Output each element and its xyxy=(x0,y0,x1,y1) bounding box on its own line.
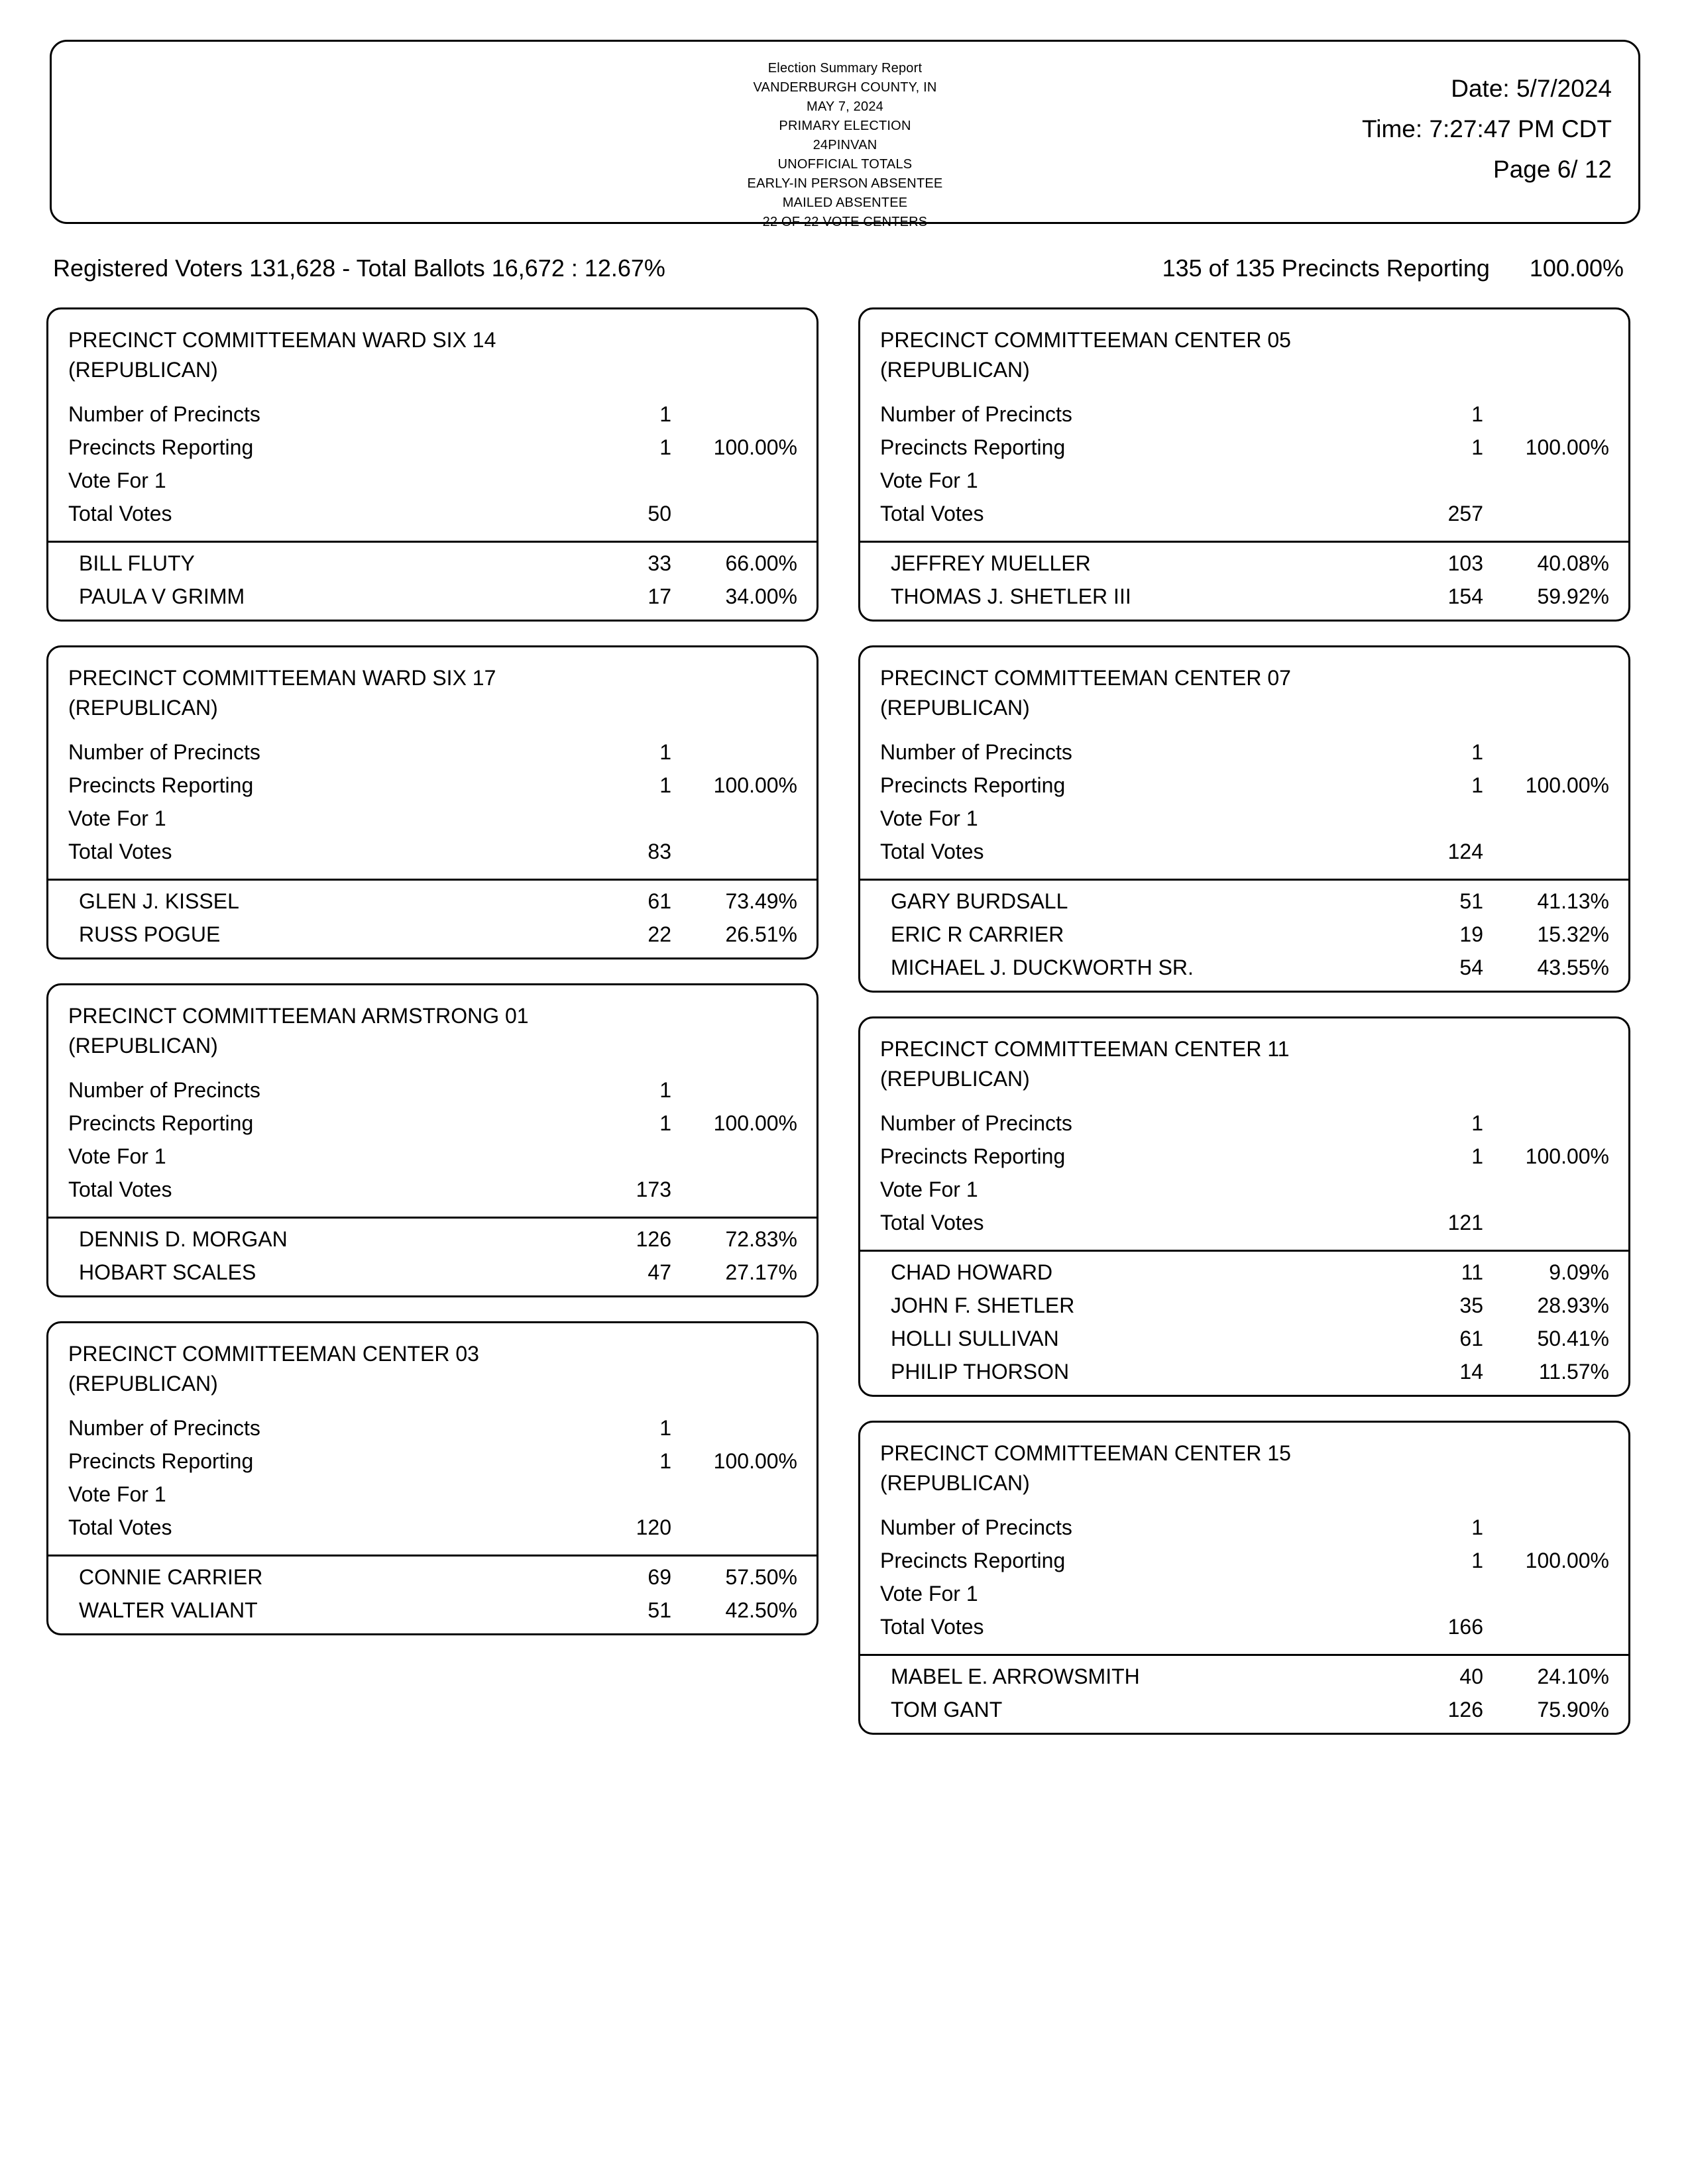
precincts-reporting-percent: 100.00% xyxy=(1525,773,1609,797)
contest-title: PRECINCT COMMITTEEMAN CENTER 03 xyxy=(68,1341,479,1366)
candidate-row xyxy=(48,580,817,613)
contest-column-left xyxy=(46,307,818,1659)
contest-title: PRECINCT COMMITTEEMAN CENTER 05 xyxy=(880,328,1291,352)
candidate-votes: 47 xyxy=(648,1260,671,1284)
precincts-reporting xyxy=(48,431,817,464)
candidate-votes: 126 xyxy=(636,1227,671,1251)
total-votes-value: 124 xyxy=(1447,839,1483,863)
candidate-name: CHAD HOWARD xyxy=(891,1260,1053,1284)
candidate-row xyxy=(48,547,817,580)
candidate-name: CONNIE CARRIER xyxy=(79,1564,263,1589)
vote-for-label: Vote For 1 xyxy=(880,468,978,492)
number-of-precincts-label: Number of Precincts xyxy=(68,1077,260,1102)
candidate-name: BILL FLUTY xyxy=(79,551,195,575)
number-of-precincts xyxy=(860,398,1628,431)
vote-for-label: Vote For 1 xyxy=(68,1482,166,1506)
candidate-votes: 17 xyxy=(648,584,671,608)
vote-for xyxy=(860,1173,1628,1206)
candidate-percent: 24.10% xyxy=(1537,1664,1609,1688)
candidate-votes: 69 xyxy=(648,1564,671,1589)
candidate-votes: 126 xyxy=(1447,1697,1483,1721)
candidate-row xyxy=(860,1660,1628,1693)
number-of-precincts-label: Number of Precincts xyxy=(880,1515,1072,1539)
candidate-percent: 40.08% xyxy=(1537,551,1609,575)
number-of-precincts-value: 1 xyxy=(659,739,671,764)
candidate-percent: 9.09% xyxy=(1549,1260,1609,1284)
contest-party: (REPUBLICAN) xyxy=(880,1067,1030,1091)
candidate-row xyxy=(48,885,817,918)
report-meta xyxy=(1362,68,1612,190)
total-votes xyxy=(48,835,817,868)
vote-for-label: Vote For 1 xyxy=(880,806,978,830)
candidate-name: PAULA V GRIMM xyxy=(79,584,245,608)
number-of-precincts-value: 1 xyxy=(1471,1515,1483,1539)
precincts-reporting-label: Precincts Reporting xyxy=(68,1448,254,1473)
contest-box xyxy=(858,1016,1630,1397)
candidate-percent: 34.00% xyxy=(725,584,797,608)
contest-box xyxy=(858,307,1630,622)
precincts-reporting-text: 135 of 135 Precincts Reporting xyxy=(1162,254,1490,282)
candidate-votes: 51 xyxy=(648,1598,671,1622)
contest-party: (REPUBLICAN) xyxy=(68,1034,218,1058)
report-page: Page 6/ 12 xyxy=(1493,156,1612,184)
candidate-row xyxy=(860,951,1628,984)
vote-for xyxy=(860,1577,1628,1610)
precincts-reporting-percent: 100.00% xyxy=(713,1448,797,1473)
precincts-reporting-percent: 100.00% xyxy=(713,773,797,797)
contest-divider xyxy=(48,1217,817,1219)
candidate-name: HOLLI SULLIVAN xyxy=(891,1326,1059,1350)
candidate-votes: 54 xyxy=(1459,955,1483,979)
candidate-row xyxy=(860,918,1628,951)
candidate-votes: 61 xyxy=(1459,1326,1483,1350)
candidate-percent: 66.00% xyxy=(725,551,797,575)
precincts-reporting-value: 1 xyxy=(659,435,671,459)
contest-party: (REPUBLICAN) xyxy=(880,1471,1030,1496)
precincts-reporting-value: 1 xyxy=(1471,1144,1483,1168)
candidate-votes: 40 xyxy=(1459,1664,1483,1688)
total-votes xyxy=(48,497,817,530)
precincts-reporting xyxy=(860,431,1628,464)
candidate-percent: 75.90% xyxy=(1537,1697,1609,1721)
precincts-reporting xyxy=(48,1445,817,1478)
contest-meta xyxy=(48,388,817,533)
total-votes xyxy=(860,1610,1628,1643)
number-of-precincts xyxy=(48,736,817,769)
precincts-reporting xyxy=(48,769,817,802)
precincts-reporting-label: Precincts Reporting xyxy=(880,1548,1066,1572)
number-of-precincts-label: Number of Precincts xyxy=(68,1415,260,1440)
precincts-reporting xyxy=(860,1140,1628,1173)
precincts-reporting-percent: 100.00% xyxy=(1525,1548,1609,1572)
candidate-percent: 50.41% xyxy=(1537,1326,1609,1350)
report-line: 22 OF 22 VOTE CENTERS xyxy=(762,215,928,229)
candidate-name: JEFFREY MUELLER xyxy=(891,551,1091,575)
total-votes-label: Total Votes xyxy=(68,839,172,863)
candidate-name: HOBART SCALES xyxy=(79,1260,256,1284)
total-votes-label: Total Votes xyxy=(68,501,172,525)
vote-for-label: Vote For 1 xyxy=(880,1581,978,1606)
vote-for-label: Vote For 1 xyxy=(68,1144,166,1168)
total-votes xyxy=(860,497,1628,530)
report-time: Time: 7:27:47 PM CDT xyxy=(1362,115,1612,143)
number-of-precincts xyxy=(48,398,817,431)
total-votes xyxy=(48,1173,817,1206)
candidate-votes: 154 xyxy=(1447,584,1483,608)
candidate-name: ERIC R CARRIER xyxy=(891,922,1064,946)
contest-party: (REPUBLICAN) xyxy=(68,696,218,720)
report-line: EARLY-IN PERSON ABSENTEE xyxy=(747,176,943,191)
candidate-votes: 33 xyxy=(648,551,671,575)
report-header xyxy=(50,40,1640,229)
contest-party: (REPUBLICAN) xyxy=(880,696,1030,720)
candidate-percent: 26.51% xyxy=(725,922,797,946)
precincts-reporting-label: Precincts Reporting xyxy=(880,773,1066,797)
report-line: VANDERBURGH COUNTY, IN xyxy=(753,80,937,95)
contest-divider xyxy=(48,879,817,881)
total-votes-value: 50 xyxy=(648,501,671,525)
candidate-name: PHILIP THORSON xyxy=(891,1359,1070,1384)
candidate-row xyxy=(48,1594,817,1627)
summary-line xyxy=(46,254,1644,282)
number-of-precincts-label: Number of Precincts xyxy=(68,739,260,764)
contest-meta xyxy=(860,1097,1628,1242)
candidate-name: RUSS POGUE xyxy=(79,922,221,946)
contest-columns xyxy=(46,307,1644,1759)
vote-for-label: Vote For 1 xyxy=(68,468,166,492)
candidate-row xyxy=(860,547,1628,580)
precincts-reporting-value: 1 xyxy=(1471,1548,1483,1572)
contest-party: (REPUBLICAN) xyxy=(880,358,1030,382)
total-votes-value: 83 xyxy=(648,839,671,863)
number-of-precincts-label: Number of Precincts xyxy=(880,739,1072,764)
number-of-precincts-value: 1 xyxy=(659,1077,671,1102)
total-votes-label: Total Votes xyxy=(880,1614,984,1639)
contest-column-right xyxy=(858,307,1630,1759)
candidate-row xyxy=(48,1256,817,1289)
report-date: Date: 5/7/2024 xyxy=(1451,75,1612,102)
candidate-percent: 28.93% xyxy=(1537,1293,1609,1317)
vote-for xyxy=(48,802,817,835)
report-line: UNOFFICIAL TOTALS xyxy=(777,157,913,172)
contest-meta xyxy=(48,1064,817,1209)
precincts-reporting-label: Precincts Reporting xyxy=(880,1144,1066,1168)
contest-title: PRECINCT COMMITTEEMAN WARD SIX 17 xyxy=(68,665,496,690)
precincts-reporting-percent: 100.00% xyxy=(713,1111,797,1135)
number-of-precincts-label: Number of Precincts xyxy=(880,1111,1072,1135)
candidate-percent: 15.32% xyxy=(1537,922,1609,946)
report-line: MAY 7, 2024 xyxy=(807,99,883,114)
candidate-votes: 19 xyxy=(1459,922,1483,946)
number-of-precincts-value: 1 xyxy=(1471,1111,1483,1135)
precincts-reporting-percent: 100.00% xyxy=(1529,254,1624,282)
candidate-percent: 43.55% xyxy=(1537,955,1609,979)
candidate-name: GARY BURDSALL xyxy=(891,889,1068,913)
candidate-percent: 59.92% xyxy=(1537,584,1609,608)
vote-for xyxy=(48,464,817,497)
total-votes-label: Total Votes xyxy=(880,501,984,525)
precincts-reporting-percent: 100.00% xyxy=(713,435,797,459)
vote-for xyxy=(48,1140,817,1173)
vote-for xyxy=(860,464,1628,497)
candidate-name: MABEL E. ARROWSMITH xyxy=(891,1664,1140,1688)
number-of-precincts xyxy=(860,736,1628,769)
candidate-name: MICHAEL J. DUCKWORTH SR. xyxy=(891,955,1194,979)
precincts-reporting xyxy=(48,1107,817,1140)
candidate-row xyxy=(860,1355,1628,1388)
precincts-reporting-label: Precincts Reporting xyxy=(68,1111,254,1135)
vote-for-label: Vote For 1 xyxy=(68,806,166,830)
total-votes-label: Total Votes xyxy=(68,1177,172,1201)
candidate-percent: 72.83% xyxy=(725,1227,797,1251)
number-of-precincts-value: 1 xyxy=(659,1415,671,1440)
precincts-reporting-label: Precincts Reporting xyxy=(880,435,1066,459)
contest-box xyxy=(46,645,818,959)
candidate-name: DENNIS D. MORGAN xyxy=(79,1227,288,1251)
number-of-precincts xyxy=(48,1073,817,1107)
total-votes-value: 120 xyxy=(636,1515,671,1539)
precincts-reporting xyxy=(860,769,1628,802)
candidate-votes: 11 xyxy=(1461,1260,1483,1284)
precincts-reporting-value: 1 xyxy=(659,773,671,797)
number-of-precincts xyxy=(860,1107,1628,1140)
precincts-reporting xyxy=(860,1544,1628,1577)
candidate-percent: 27.17% xyxy=(725,1260,797,1284)
contest-title: PRECINCT COMMITTEEMAN CENTER 07 xyxy=(880,665,1291,690)
candidate-row xyxy=(48,918,817,951)
contest-party: (REPUBLICAN) xyxy=(68,1372,218,1396)
contest-box xyxy=(46,307,818,622)
report-line: PRIMARY ELECTION xyxy=(779,119,911,133)
contest-box xyxy=(46,1321,818,1635)
contest-box xyxy=(858,1421,1630,1735)
precincts-reporting-percent: 100.00% xyxy=(1525,435,1609,459)
contest-party: (REPUBLICAN) xyxy=(68,358,218,382)
candidate-votes: 61 xyxy=(648,889,671,913)
candidate-name: WALTER VALIANT xyxy=(79,1598,258,1622)
contest-meta xyxy=(860,388,1628,533)
contest-meta xyxy=(48,726,817,871)
contest-divider xyxy=(860,879,1628,881)
contest-divider xyxy=(48,541,817,543)
number-of-precincts-label: Number of Precincts xyxy=(68,402,260,426)
candidate-row xyxy=(48,1560,817,1594)
number-of-precincts-label: Number of Precincts xyxy=(880,402,1072,426)
candidate-row xyxy=(48,1223,817,1256)
contest-title: PRECINCT COMMITTEEMAN CENTER 15 xyxy=(880,1441,1291,1465)
candidate-votes: 22 xyxy=(648,922,671,946)
precincts-reporting-value: 1 xyxy=(1471,773,1483,797)
number-of-precincts xyxy=(48,1411,817,1445)
contest-box xyxy=(858,645,1630,993)
total-votes xyxy=(860,835,1628,868)
candidate-percent: 42.50% xyxy=(725,1598,797,1622)
candidate-name: TOM GANT xyxy=(891,1697,1003,1721)
contest-box xyxy=(46,983,818,1297)
contest-title: PRECINCT COMMITTEEMAN WARD SIX 14 xyxy=(68,328,496,352)
candidate-name: JOHN F. SHETLER xyxy=(891,1293,1075,1317)
candidate-votes: 14 xyxy=(1459,1359,1483,1384)
registered-voters-text: Registered Voters 131,628 - Total Ballots 16,672 : 12.67% xyxy=(53,254,665,282)
total-votes-label: Total Votes xyxy=(880,1210,984,1234)
total-votes xyxy=(860,1206,1628,1239)
vote-for-label: Vote For 1 xyxy=(880,1177,978,1201)
number-of-precincts-value: 1 xyxy=(1471,739,1483,764)
precincts-reporting-label: Precincts Reporting xyxy=(68,435,254,459)
contest-meta xyxy=(860,726,1628,871)
precincts-reporting-percent: 100.00% xyxy=(1525,1144,1609,1168)
contest-title: PRECINCT COMMITTEEMAN ARMSTRONG 01 xyxy=(68,1003,529,1028)
report-line: 24PINVAN xyxy=(813,138,877,152)
number-of-precincts-value: 1 xyxy=(659,402,671,426)
contest-meta xyxy=(48,1402,817,1547)
candidate-name: GLEN J. KISSEL xyxy=(79,889,239,913)
total-votes-label: Total Votes xyxy=(68,1515,172,1539)
candidate-row xyxy=(860,1289,1628,1322)
candidate-name: THOMAS J. SHETLER III xyxy=(891,584,1131,608)
precincts-reporting-value: 1 xyxy=(1471,435,1483,459)
precincts-reporting-label: Precincts Reporting xyxy=(68,773,254,797)
candidate-row xyxy=(860,580,1628,613)
total-votes-value: 257 xyxy=(1447,501,1483,525)
report-line: MAILED ABSENTEE xyxy=(782,195,908,210)
contest-divider xyxy=(860,1654,1628,1656)
total-votes xyxy=(48,1511,817,1544)
candidate-row xyxy=(860,1693,1628,1726)
candidate-votes: 103 xyxy=(1447,551,1483,575)
candidate-votes: 51 xyxy=(1459,889,1483,913)
contest-divider xyxy=(48,1555,817,1556)
vote-for xyxy=(860,802,1628,835)
report-line: Election Summary Report xyxy=(767,61,923,76)
candidate-percent: 41.13% xyxy=(1537,889,1609,913)
total-votes-value: 166 xyxy=(1447,1614,1483,1639)
candidate-row xyxy=(860,1322,1628,1355)
candidate-percent: 11.57% xyxy=(1538,1359,1609,1384)
total-votes-value: 173 xyxy=(636,1177,671,1201)
total-votes-label: Total Votes xyxy=(880,839,984,863)
number-of-precincts xyxy=(860,1511,1628,1544)
candidate-percent: 57.50% xyxy=(725,1564,797,1589)
total-votes-value: 121 xyxy=(1447,1210,1483,1234)
contest-divider xyxy=(860,541,1628,543)
contest-meta xyxy=(860,1502,1628,1646)
candidate-votes: 35 xyxy=(1459,1293,1483,1317)
number-of-precincts-value: 1 xyxy=(1471,402,1483,426)
contest-divider xyxy=(860,1250,1628,1252)
precincts-reporting-value: 1 xyxy=(659,1448,671,1473)
candidate-percent: 73.49% xyxy=(725,889,797,913)
contest-title: PRECINCT COMMITTEEMAN CENTER 11 xyxy=(880,1036,1290,1061)
candidate-row xyxy=(860,1256,1628,1289)
precincts-reporting-value: 1 xyxy=(659,1111,671,1135)
candidate-row xyxy=(860,885,1628,918)
vote-for xyxy=(48,1478,817,1511)
